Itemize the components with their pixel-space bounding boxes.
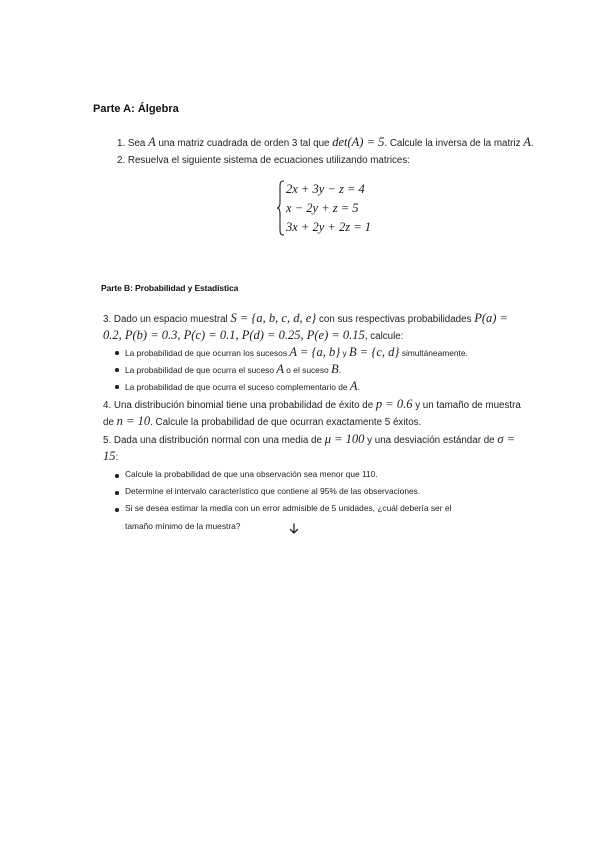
q3-b2-conj: o el suceso xyxy=(286,365,329,375)
q5-bullet-1: Calcule la probabilidad de que una observación sea menor que 110. xyxy=(125,469,378,479)
part-b-heading: Parte B: Probabilidad y Estadística xyxy=(101,283,239,293)
q3-pa: P(a) = xyxy=(474,311,508,325)
q5-pre: Dada una distribución normal con una media de xyxy=(113,435,322,446)
q5-bullet-3-cont: tamaño mínimo de la muestra? xyxy=(125,521,241,531)
bullet-dot-icon xyxy=(115,351,119,355)
bullet-dot-icon xyxy=(115,368,119,372)
q1-post: . Calcule la inversa de la matriz xyxy=(384,138,521,149)
q5-bullet-3: Si se desea estimar la media con un error admisible de 5 unidades, ¿cuál debería ser el xyxy=(125,503,452,513)
q2-number: 2. xyxy=(117,155,126,166)
bullet-dot-icon xyxy=(115,385,119,389)
part-a-heading: Parte A: Álgebra xyxy=(93,103,179,115)
question-4-line-1 xyxy=(103,397,521,413)
q3-b2-var-b: B xyxy=(331,362,339,376)
q5-bullet-2: Determine el intervalo característico que contiene al 95% de las observaciones. xyxy=(125,486,421,496)
q3-b3-var-a: A xyxy=(349,379,358,393)
q3-b2-post: . xyxy=(338,365,341,375)
question-3-line-2 xyxy=(103,328,403,344)
question-2 xyxy=(117,154,410,168)
q1-number: 1. xyxy=(117,138,126,149)
q3-b1-set-b: B = {c, d} xyxy=(349,345,400,359)
q3-bullet-1 xyxy=(125,346,468,359)
equation-1: 2x + 3y − z = 4 xyxy=(286,182,365,196)
bullet-dot-icon xyxy=(115,508,119,512)
question-1 xyxy=(117,135,534,151)
q1-pre: Sea xyxy=(127,138,146,149)
question-4-line-2 xyxy=(103,414,421,430)
q3-b3-pre: La probabilidad de que ocurra el suceso complementario de xyxy=(125,382,348,392)
equation-3: 3x + 2y + 2z = 1 xyxy=(286,220,372,234)
question-3-line-1 xyxy=(103,311,508,327)
q4-number: 4. xyxy=(103,400,112,411)
bullet-dot-icon xyxy=(115,491,119,495)
q3-end: , calcule: xyxy=(364,331,404,342)
q5-mid: y una desviación estándar de xyxy=(367,435,495,446)
q5-sigma-val: 15 xyxy=(103,449,116,463)
q3-b1-post: simultáneamente. xyxy=(401,348,468,358)
q5-sigma: σ = xyxy=(497,432,516,446)
q3-b2-pre: La probabilidad de que ocurra el suceso xyxy=(125,365,274,375)
question-5-line-2 xyxy=(103,449,118,465)
q1-end: . xyxy=(530,138,534,149)
q5-end: : xyxy=(115,452,119,463)
q4-de: de xyxy=(103,417,114,428)
q1-var-a: A xyxy=(148,135,156,149)
q4-post: . Calcule la probabilidad de que ocurran exactamente 5 éxitos. xyxy=(150,417,422,428)
q1-mid: una matriz cuadrada de orden 3 tal que xyxy=(158,138,330,149)
bullet-dot-icon xyxy=(115,474,119,478)
q3-b1-conj: y xyxy=(342,348,347,358)
q3-b2-var-a: A xyxy=(276,362,284,376)
q1-det: det(A) = 5 xyxy=(332,135,385,149)
q5-mu: μ = 100 xyxy=(324,432,365,446)
q5-number: 5. xyxy=(103,435,112,446)
q3-b3-post: . xyxy=(357,382,360,392)
q4-p: p = 0.6 xyxy=(375,397,413,411)
q2-text: Resuelva el siguiente sistema de ecuaciones utilizando matrices: xyxy=(127,155,410,166)
q4-n: n = 10 xyxy=(116,414,151,428)
q3-b1-set-a: A = {a, b} xyxy=(289,345,341,359)
arrow-down-icon[interactable] xyxy=(289,523,299,535)
q3-mid: con sus respectivas probabilidades xyxy=(318,314,472,325)
q4-pre: Una distribución binomial tiene una probabilidad de éxito de xyxy=(113,400,374,411)
q3-b1-pre: La probabilidad de que ocurran los sucesos xyxy=(125,348,288,358)
q3-bullet-2 xyxy=(125,363,341,376)
q1-var-a2: A xyxy=(523,135,531,149)
left-brace-icon xyxy=(276,180,286,236)
q4-mid: y un tamaño de muestra xyxy=(415,400,521,411)
q3-bullet-3 xyxy=(125,380,360,393)
q3-pre: Dado un espacio muestral xyxy=(113,314,228,325)
q3-probs: 0.2, P(b) = 0.3, P(c) = 0.1, P(d) = 0.25, P(e) = 0.15 xyxy=(103,328,365,342)
q3-sample-space: S = {a, b, c, d, e} xyxy=(230,311,317,325)
equation-2: x − 2y + z = 5 xyxy=(286,201,359,215)
q3-number: 3. xyxy=(103,314,112,325)
question-5-line-1 xyxy=(103,432,515,448)
